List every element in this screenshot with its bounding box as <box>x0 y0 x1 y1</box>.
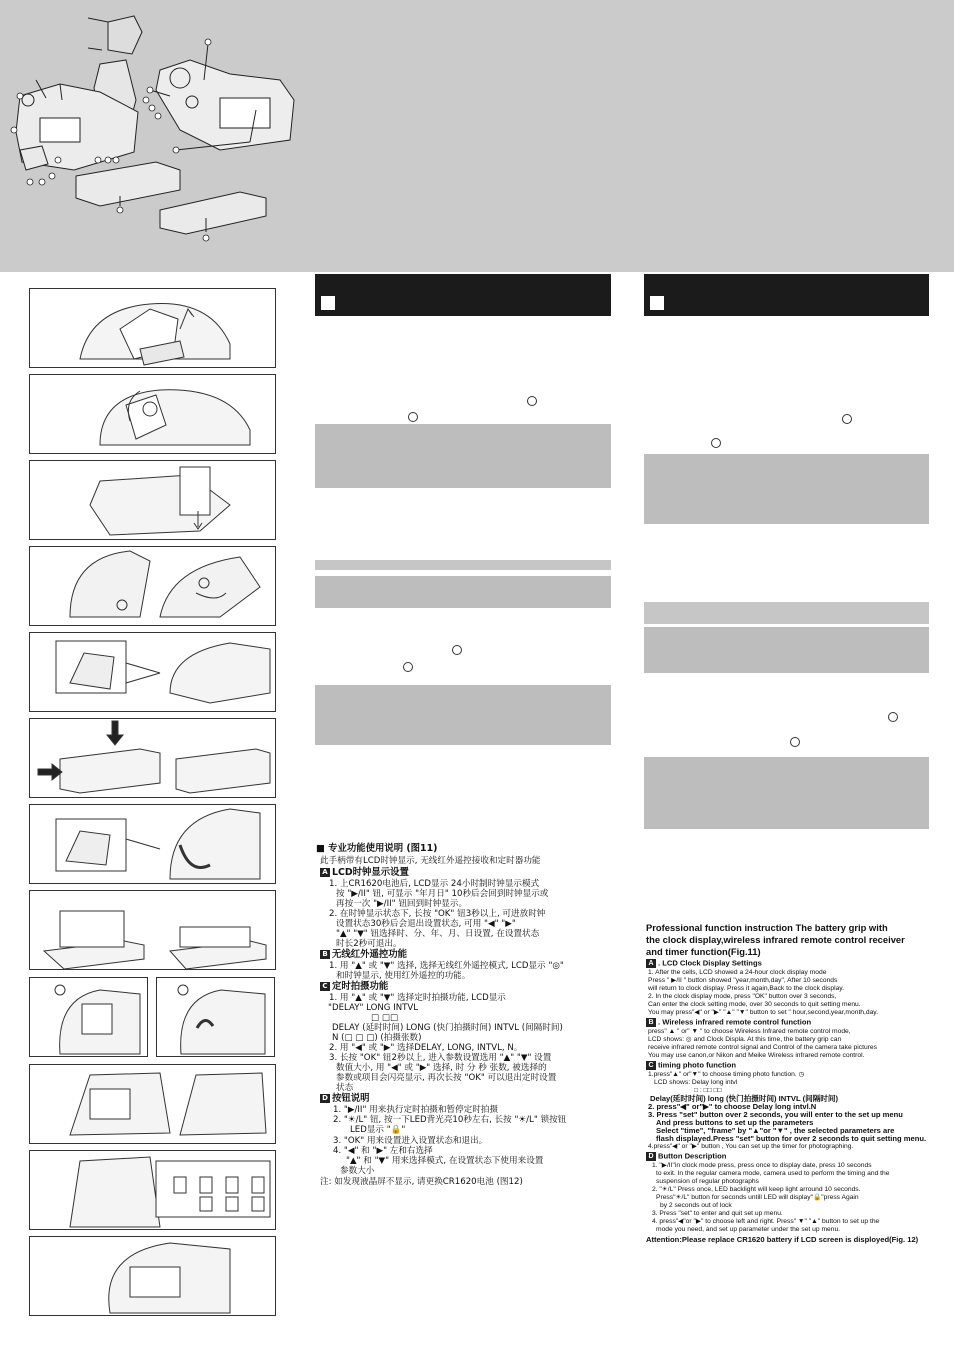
en-section-header <box>644 274 929 316</box>
en-c3c: Select "time", "frame" by "▲"or "▼" , the selected parameters are <box>656 1126 895 1135</box>
en-circle-mark-1 <box>842 414 852 424</box>
en-c1: 1.press"▲" or"▼" to choose timing photo function. ◷ <box>648 1071 805 1078</box>
cn-c1c: □ □□ <box>371 1013 399 1023</box>
cn-d4c: 参数大小 <box>340 1166 375 1176</box>
cn-c1d: DELAY (延时时间) LONG (快门拍摄时间) INTVL (间隔时间) <box>332 1023 563 1033</box>
cn-section-header <box>315 274 611 316</box>
cn-note: 注: 如发现液晶屏不显示, 请更换CR1620电池 (图12) <box>320 1177 523 1187</box>
parts-diagram <box>0 0 954 272</box>
cn-a2d: 时长2秒可退出。 <box>336 939 402 949</box>
en-gray-bar-1 <box>644 602 929 624</box>
en-d2: 2. "☀/L" Press once, LED backlight will keep light arround 10 seconds. <box>652 1186 861 1193</box>
en-d-heading: D Button Description <box>646 1152 726 1161</box>
en-c3: 3. Press "set" button over 2 seconds, you will enter to the set up menu <box>648 1110 903 1119</box>
en-b-heading: B . Wireless infrared remote control function <box>646 1018 811 1027</box>
en-b1d: You may use canon,or Nikon and Meike Wireless infrared remote control. <box>648 1052 865 1059</box>
cn-d4b: "▲" 和 "▼" 用来选择模式, 在设置状态下使用来设置 <box>346 1156 544 1166</box>
cn-c3d: 状态 <box>336 1083 354 1093</box>
cn-d2: 2. "☀/L" 钮, 按一下LED背光亮10秒左右, 长按 "☀/L" 锁按钮 <box>333 1115 567 1125</box>
en-c4: 4.press"◀" or "▶" button , You can set up the timer for photographing. <box>648 1143 854 1150</box>
figure-9-left <box>29 977 148 1057</box>
cn-c3c: 参数或项目会闪亮显示, 再次长按 "OK" 可以退出定时设置 <box>336 1073 557 1083</box>
cn-d4: 4. "◀" 和 "▶" 左和右选择 <box>333 1146 433 1156</box>
figure-8 <box>29 890 276 970</box>
en-b1: press" ▲ " or" ▼ " to choose Wireless Infrared remote control mode, <box>648 1028 851 1035</box>
figure-11 <box>29 1150 276 1230</box>
en-d1b: to exit. In the regular camera mode, camera used to perform the timing and the <box>656 1170 890 1177</box>
cn-circle-mark-4 <box>403 662 413 672</box>
en-a-heading: A . LCD Clock Display Settings <box>646 959 762 968</box>
en-a2c: You may press"◀" or "▶" "▲" "▼" button to set " hour,second,year,month,day. <box>648 1009 879 1016</box>
en-c3d: flash displayed.Press "set" button for over 2 seconds to quit setting menu. <box>656 1134 927 1143</box>
figure-6 <box>29 718 276 798</box>
en-d1c: suspension of regular photographs <box>656 1178 759 1185</box>
cn-intro: 此手柄带有LCD时钟显示, 无线红外遥控接收和定时器功能 <box>320 856 541 866</box>
en-circle-mark-2 <box>711 438 721 448</box>
figure-9-right <box>156 977 275 1057</box>
figure-2 <box>29 374 276 454</box>
cn-circle-mark-1 <box>527 396 537 406</box>
en-circle-mark-4 <box>790 737 800 747</box>
cn-c1b: "DELAY" LONG INTVL <box>328 1003 419 1013</box>
en-c1c: □ : □□ □□ <box>694 1087 722 1094</box>
en-a1b: Press " ▶/II " button showed "year,month,day", After 10 seconds <box>648 977 838 984</box>
figure-12 <box>29 1236 276 1316</box>
en-d4: 4. press"◀"or "▶" to choose left and right. Press" ▼" "▲" button to set up the <box>652 1218 880 1225</box>
en-title-line1: Professional function instruction The battery grip with <box>646 922 888 933</box>
en-title-line3: and timer function(Fig.11) <box>646 946 761 957</box>
cn-d-heading: D 按钮说明 <box>320 1094 370 1105</box>
figure-4 <box>29 546 276 626</box>
cn-a1: 1. 上CR1620电池后, LCD显示 24小时制时钟显示模式 <box>329 879 540 889</box>
cn-b1: 1. 用 "▲" 或 "▼" 选择, 选择无线红外遥控模式, LCD显示 "◎" <box>329 961 564 971</box>
en-gray-box-1 <box>644 454 929 524</box>
cn-d1: 1. "▶/II" 用来执行定时拍摄和暂停定时拍摄 <box>333 1105 499 1115</box>
cn-c1: 1. 用 "▲" 或 "▼" 选择定时拍摄功能, LCD显示 <box>329 993 506 1003</box>
figure-5 <box>29 632 276 712</box>
cn-circle-mark-3 <box>452 645 462 655</box>
en-c2: 2. press"◀" or"▶" to choose Delay long intvl.N <box>648 1102 817 1111</box>
figure-7 <box>29 804 276 884</box>
en-c-heading: C timing photo function <box>646 1061 736 1070</box>
en-gray-box-3 <box>644 757 929 829</box>
en-title-line2: the clock display,wireless infrared remote control receiver <box>646 934 905 945</box>
cn-a2c: "▲" "▼" 钮选择时、分、年、月、日设置, 在设置状态 <box>336 929 540 939</box>
cn-a2b: 设置状态30秒后会退出设置状态, 可用 "◀" "▶" <box>336 919 516 929</box>
cn-a-heading: A LCD时钟显示设置 <box>320 868 409 879</box>
cn-gray-box-3 <box>315 685 611 745</box>
figure-1 <box>29 288 276 368</box>
en-d1: 1. "▶/II"in clock mode press, press once to display date, press 10 seconds <box>652 1162 872 1169</box>
cn-gray-box-2 <box>315 576 611 608</box>
en-circle-mark-3 <box>888 712 898 722</box>
cn-title: ■ 专业功能使用说明 (图11) <box>316 843 438 854</box>
en-a2b: Can enter the clock setting mode, over 30 seconds to quit setting menu. <box>648 1001 861 1008</box>
en-d4b: mode you need, and set up parameter under the set up menu. <box>656 1226 841 1233</box>
parts-diagram-band <box>0 0 954 272</box>
figure-3 <box>29 460 276 540</box>
en-d2b: Press"☀/L" button for seconds untill LED will display"🔒"press Again <box>656 1194 859 1201</box>
en-gray-box-2 <box>644 627 929 673</box>
cn-a1c: 再按一次 "▶/II" 钮回到时钟显示。 <box>336 899 468 909</box>
en-attention: Attention:Please replace CR1620 battery if LCD screen is disployed(Fig. 12) <box>646 1235 919 1244</box>
en-b1b: LCD shows: ◎ and Clock Displa. At this time, the battery grip can <box>648 1036 842 1043</box>
en-a1: 1. After the cells, LCD showed a 24-hour clock display mode <box>648 969 827 976</box>
en-d3: 3. Press "set" to enter and quit set up menu. <box>652 1210 783 1217</box>
cn-c2: 2. 用 "◀" 或 "▶" 选择DELAY, LONG, INTVL, N。 <box>329 1043 523 1053</box>
cn-gray-bar-1 <box>315 560 611 570</box>
cn-a1b: 按 "▶/II" 钮, 可显示 "年月日" 10秒后会回到时钟显示或 <box>336 889 549 899</box>
cn-gray-box-1 <box>315 424 611 488</box>
cn-c1e: N (□ □ □) (拍摄张数) <box>332 1033 422 1043</box>
cn-c3: 3. 长按 "OK" 钮2秒以上, 进入参数设置选用 "▲" "▼" 设置 <box>329 1053 552 1063</box>
en-c1d: Delay(延时时间) long (快门拍摄时间) INTVL (间隔时间) <box>650 1094 839 1103</box>
cn-b-heading: B 无线红外遥控功能 <box>320 950 407 961</box>
en-b1c: receive infrared remote control signal and Control of the camera take pictures <box>648 1044 877 1051</box>
cn-c-heading: C 定时拍摄功能 <box>320 982 388 993</box>
en-c1b: LCD shows: Delay long intvl <box>654 1079 738 1086</box>
figure-10 <box>29 1064 276 1144</box>
en-a2: 2. In the clock display mode, press "OK" button over 3 seconds, <box>648 993 837 1000</box>
en-a1c: will return to clock display. Press it again,Back to the clock display. <box>648 985 844 992</box>
cn-circle-mark-2 <box>408 412 418 422</box>
cn-a2: 2. 在时钟显示状态下, 长按 "OK" 钮3秒以上, 可进放时钟 <box>329 909 546 919</box>
cn-b1b: 和时钟显示, 使用红外遥控的功能。 <box>336 971 471 981</box>
en-c3b: And press buttons to set up the parameters <box>656 1118 814 1127</box>
en-d2c: by 2 seconds out of lock <box>660 1202 732 1209</box>
cn-c3b: 数值大小, 用 "◀" 或 "▶" 选择, 时 分 秒 张数, 被选择的 <box>336 1063 547 1073</box>
cn-d3: 3. "OK" 用来设置进入设置状态和退出。 <box>333 1136 488 1146</box>
cn-d2b: LED显示 "🔒" <box>350 1125 406 1135</box>
